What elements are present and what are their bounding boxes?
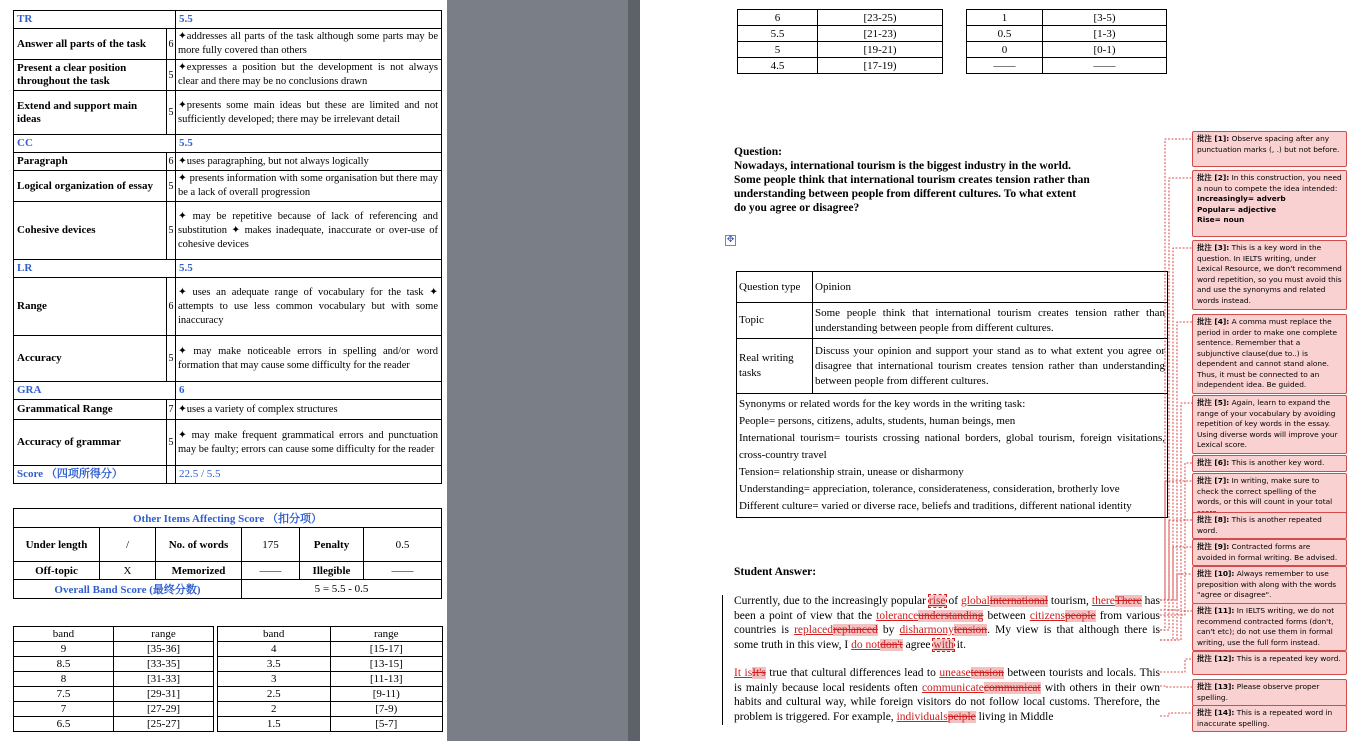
band-value: 7.5 <box>14 687 114 702</box>
rubric-table <box>13 10 442 484</box>
band-table-left <box>13 626 214 732</box>
comment-tag: 批注 [2]: <box>1197 173 1230 182</box>
comment-text: This is a key word in the question. In IELTS writing, under Lexical Resource, we don't recommend word repetition, so you must avoid this and use the synonyms and related words instead. <box>1197 243 1342 305</box>
comment-text: A comma must replace the period in order to make one complete sentence. Remember that a subjunctive clause(due to..) is dependent and cannot stand alone. Thus, it must be connected to an independent idea. Be guided. <box>1197 317 1338 389</box>
range-value: [0-1) <box>1043 42 1167 58</box>
band-value: 9 <box>14 642 114 657</box>
comment-leader-line <box>1160 686 1192 687</box>
range-value: [3-5) <box>1043 10 1167 26</box>
synonyms-title: Synonyms or related words for the key words in the writing task: <box>739 398 1026 410</box>
comment-balloon[interactable] <box>1192 566 1347 604</box>
range-header: range <box>114 627 214 642</box>
band-value: 5 <box>738 42 818 58</box>
comment-text: Contracted forms are avoided in formal writing. Be advised. <box>1197 542 1338 562</box>
synonym-line: Tension= relationship strain, unease or disharmony <box>739 466 964 478</box>
question-line: Nowadays, international tourism is the biggest industry in the world. <box>734 160 1072 172</box>
range-value: [11-13] <box>330 672 443 687</box>
comment-text: In this construction, you need a noun to compete the idea intended: <box>1197 173 1342 193</box>
section-code: LR <box>14 260 176 278</box>
off-topic-value: X <box>100 562 156 580</box>
comment-tag: 批注 [5]: <box>1197 398 1230 407</box>
criterion-descriptor: ✦ may make noticeable errors in spelling and/or word formation that may cause some difficulty for the reader <box>176 336 442 382</box>
synonym-line: International tourism= tourists crossing national borders, global tourism, foreign visitations, cross-country travel <box>739 432 1165 461</box>
criterion-score: 5 <box>167 336 176 382</box>
criterion-label: Extend and support main ideas <box>14 91 167 135</box>
range-value: [25-27] <box>114 717 214 732</box>
answer-paragraph-1: Currently, due to the increasingly popular rise of globalinternational tourism, thereThere has been a point of view that the toleranceunderstanding between citizenspeople from various countries is replacedreplanced by disharmonytension. My view is that although there is some truth in this view, I do notdon't agree with it. <box>734 595 1160 651</box>
range-value: [13-15] <box>330 657 443 672</box>
criterion-score: 6 <box>167 278 176 336</box>
real-tasks-label: Real writing tasks <box>737 339 813 394</box>
criterion-descriptor: ✦ may make frequent grammatical errors and punctuation may be faulty; errors can cause some difficulty for the reader <box>176 420 442 466</box>
band-value: 1 <box>967 10 1043 26</box>
section-score: 6 <box>176 382 442 400</box>
question-line: do you agree or disagree? <box>734 202 860 214</box>
illegible-label: Illegible <box>300 562 364 580</box>
memorized-label: Memorized <box>156 562 242 580</box>
comment-balloon[interactable] <box>1192 539 1347 566</box>
criterion-descriptor: ✦expresses a position but the development is not always clear and there may be no conclusions drawn <box>176 60 442 91</box>
band-value: 6 <box>738 10 818 26</box>
criterion-label: Present a clear position throughout the task <box>14 60 167 91</box>
under-length-value: / <box>100 528 156 562</box>
penalty-value: 0.5 <box>364 528 442 562</box>
comment-extra: Popular= adjective <box>1197 204 1277 214</box>
comment-text: Observe spacing after any punctuation marks (, .) but not before. <box>1197 134 1340 154</box>
criterion-descriptor: ✦ uses an adequate range of vocabulary for the task ✦ attempts to use less common vocabulary but with some inaccuracy <box>176 278 442 336</box>
comment-tag: 批注 [14]: <box>1197 708 1235 717</box>
range-value: [5-7] <box>330 717 443 732</box>
comment-leader-line <box>1160 139 1192 600</box>
band-table-right <box>217 626 443 732</box>
criterion-score: 5 <box>167 60 176 91</box>
range-value: [33-35] <box>114 657 214 672</box>
score-value: 22.5 / 5.5 <box>176 466 442 484</box>
student-answer-title: Student Answer: <box>734 566 817 578</box>
section-code: GRA <box>14 382 176 400</box>
section-code: CC <box>14 135 176 153</box>
comment-extra: Rise= noun <box>1197 215 1245 224</box>
band-header: band <box>14 627 114 642</box>
criterion-descriptor: ✦presents some main ideas but these are limited and not sufficiently developed; there may be irrelevant detail <box>176 91 442 135</box>
criterion-label: Answer all parts of the task <box>14 29 167 60</box>
band-value: 8.5 <box>14 657 114 672</box>
off-topic-label: Off-topic <box>14 562 100 580</box>
range-value: —— <box>1043 58 1167 74</box>
answer-paragraph-2: It isIt's true that cultural differences lead to uneasetension between tourists and locals. This is mainly because local residents often communicatecommunicat with others in their own habits and cultural way, while foreign visitors do not follow local customs. Therefore, the problem is triggered. For example, individualspeiple living in Middle <box>734 667 1161 723</box>
question-label: Question: <box>734 146 782 158</box>
band-value: —— <box>967 58 1043 74</box>
band-value: 5.5 <box>738 26 818 42</box>
real-tasks-value: Discuss your opinion and support your stand as to what extent you agree or disagree that international tourism creates tension rather than understanding between people from different cultures. <box>813 339 1168 394</box>
comment-text: This is a repeated key word. <box>1236 654 1341 663</box>
range-value: [21-23) <box>818 26 943 42</box>
band-value: 3.5 <box>218 657 331 672</box>
criterion-score: 5 <box>167 91 176 135</box>
band-value: 6.5 <box>14 717 114 732</box>
section-score: 5.5 <box>176 11 442 29</box>
under-length-label: Under length <box>14 528 100 562</box>
range-value: [31-33] <box>114 672 214 687</box>
criterion-score: 7 <box>167 400 176 420</box>
criterion-label: Cohesive devices <box>14 202 167 260</box>
band-value: 8 <box>14 672 114 687</box>
word-count-value: 175 <box>242 528 300 562</box>
criterion-descriptor: ✦uses a variety of complex structures <box>176 400 442 420</box>
band-value: 2.5 <box>218 687 331 702</box>
penalty-label: Penalty <box>300 528 364 562</box>
synonym-line: Different culture= varied or diverse race, beliefs and traditions, different national identity <box>739 500 1132 512</box>
range-value: [9-11) <box>330 687 443 702</box>
criterion-descriptor: ✦uses paragraphing, but not always logically <box>176 153 442 171</box>
range-value: [15-17] <box>330 642 443 657</box>
range-value: [17-19) <box>818 58 943 74</box>
band-value: 4.5 <box>738 58 818 74</box>
criterion-label: Grammatical Range <box>14 400 167 420</box>
comment-text: In writing, make sure to check the correct spelling of the words, or this will count in your total <box>1197 476 1333 506</box>
range-value: [23-25) <box>818 10 943 26</box>
memorized-value: —— <box>242 562 300 580</box>
criterion-label: Accuracy <box>14 336 167 382</box>
comment-balloon[interactable] <box>1192 651 1347 675</box>
criterion-label: Accuracy of grammar <box>14 420 167 466</box>
comment-tag: 批注 [9]: <box>1197 542 1230 551</box>
comment-tag: 批注 [8]: <box>1197 515 1230 524</box>
comment-tag: 批注 [4]: <box>1197 317 1230 326</box>
criterion-score: 6 <box>167 29 176 60</box>
comment-extra: Increasingly= adverb <box>1197 194 1286 203</box>
comment-leader-line <box>1160 659 1192 672</box>
criterion-score: 5 <box>167 420 176 466</box>
synonym-line: Understanding= appreciation, tolerance, considerateness, consideration, brotherly love <box>739 483 1120 495</box>
range-value: [35-36] <box>114 642 214 657</box>
band-value: 2 <box>218 702 331 717</box>
comment-balloon[interactable] <box>1192 455 1347 472</box>
section-score: 5.5 <box>176 260 442 278</box>
comment-tag: 批注 [11]: <box>1197 606 1235 615</box>
overall-band-label: Overall Band Score (最终分数) <box>14 580 242 599</box>
table-move-handle-icon[interactable]: ✥ <box>726 235 735 245</box>
criterion-descriptor: ✦addresses all parts of the task although some parts may be more fully covered than others <box>176 29 442 60</box>
range-value: [7-9) <box>330 702 443 717</box>
comment-tag: 批注 [3]: <box>1197 243 1230 252</box>
band-value: 0 <box>967 42 1043 58</box>
comment-text: In IELTS writing, we do not recommend contracted forms (don't, can't etc); do not use them in formal writing, use the full form instead. <box>1197 606 1335 647</box>
range-value: [1-3) <box>1043 26 1167 42</box>
question-line: Some people think that international tourism creates tension rather than <box>734 174 1090 186</box>
word-count-label: No. of words <box>156 528 242 562</box>
penalty-table <box>13 508 442 599</box>
range-value: [27-29] <box>114 702 214 717</box>
comment-tag: 批注 [13]: <box>1197 682 1235 691</box>
comment-text: Please observe proper spelling. <box>1197 682 1320 702</box>
comment-tag: 批注 [1]: <box>1197 134 1230 143</box>
overall-band-value: 5 = 5.5 - 0.5 <box>242 580 442 599</box>
band-header: band <box>218 627 331 642</box>
comment-balloon[interactable] <box>1192 240 1347 310</box>
criterion-label: Paragraph <box>14 153 167 171</box>
band-value: 0.5 <box>967 26 1043 42</box>
comment-leader-line <box>1160 713 1192 716</box>
comment-balloon[interactable] <box>1192 512 1347 539</box>
range-value: [19-21) <box>818 42 943 58</box>
section-score: 5.5 <box>176 135 442 153</box>
comment-text: This is another key word. <box>1231 458 1325 467</box>
comment-balloon[interactable] <box>1192 705 1347 732</box>
comment-tag: 批注 [10]: <box>1197 569 1235 578</box>
comment-balloon[interactable] <box>1192 314 1347 394</box>
question-type-label: Question type <box>737 272 813 303</box>
criterion-descriptor: ✦ may be repetitive because of lack of referencing and substitution ✦ makes inadequate, inaccurate or over-use of cohesive devices <box>176 202 442 260</box>
comment-balloon[interactable] <box>1192 395 1347 454</box>
illegible-value: —— <box>364 562 442 580</box>
comment-balloon[interactable] <box>1192 679 1347 706</box>
band-value: 4 <box>218 642 331 657</box>
score-label: Score （四项所得分） <box>14 466 167 484</box>
question-line: understanding between people from different cultures. To what extent <box>734 188 1077 200</box>
band-value: 3 <box>218 672 331 687</box>
section-code: TR <box>14 11 176 29</box>
synonym-line: People= persons, citizens, adults, students, human beings, men <box>739 415 1016 427</box>
criterion-descriptor: ✦ presents information with some organisation but there may be a lack of overall progression <box>176 171 442 202</box>
comment-balloon[interactable] <box>1192 603 1347 651</box>
criterion-score: 5 <box>167 171 176 202</box>
page-gap <box>628 0 640 741</box>
range-header: range <box>330 627 443 642</box>
comment-text: This is a repeated word in inaccurate spelling. <box>1197 708 1333 728</box>
range-value: [29-31] <box>114 687 214 702</box>
comment-tag: 批注 [12]: <box>1197 654 1235 663</box>
topic-label: Topic <box>737 303 813 339</box>
criterion-label: Logical organization of essay <box>14 171 167 202</box>
document-page-right[interactable] <box>640 0 1353 741</box>
band-value: 1.5 <box>218 717 331 732</box>
criterion-score: 6 <box>167 153 176 171</box>
comment-tag: 批注 [7]: <box>1197 476 1230 485</box>
comment-text: Always remember to use preposition with along with the words "agree or disagree". <box>1197 569 1337 599</box>
criterion-score: 5 <box>167 202 176 260</box>
document-page-left[interactable] <box>0 0 447 741</box>
comment-balloon[interactable] <box>1192 170 1347 237</box>
question-type-value: Opinion <box>813 272 1168 303</box>
comment-text: This is another repeated word. <box>1197 515 1322 535</box>
comment-balloon[interactable] <box>1192 131 1347 167</box>
comment-text: Again, learn to expand the range of your vocabulary by avoiding repetition of key words in the essay. Using diverse words will improve your Lexical score. <box>1197 398 1338 449</box>
penalty-title: Other Items Affecting Score （扣分项） <box>14 509 442 528</box>
criterion-label: Range <box>14 278 167 336</box>
topic-value: Some people think that international tourism creates tension rather than understanding between people from different cultures. <box>813 303 1168 339</box>
comment-tag: 批注 [6]: <box>1197 458 1230 467</box>
band-value: 7 <box>14 702 114 717</box>
